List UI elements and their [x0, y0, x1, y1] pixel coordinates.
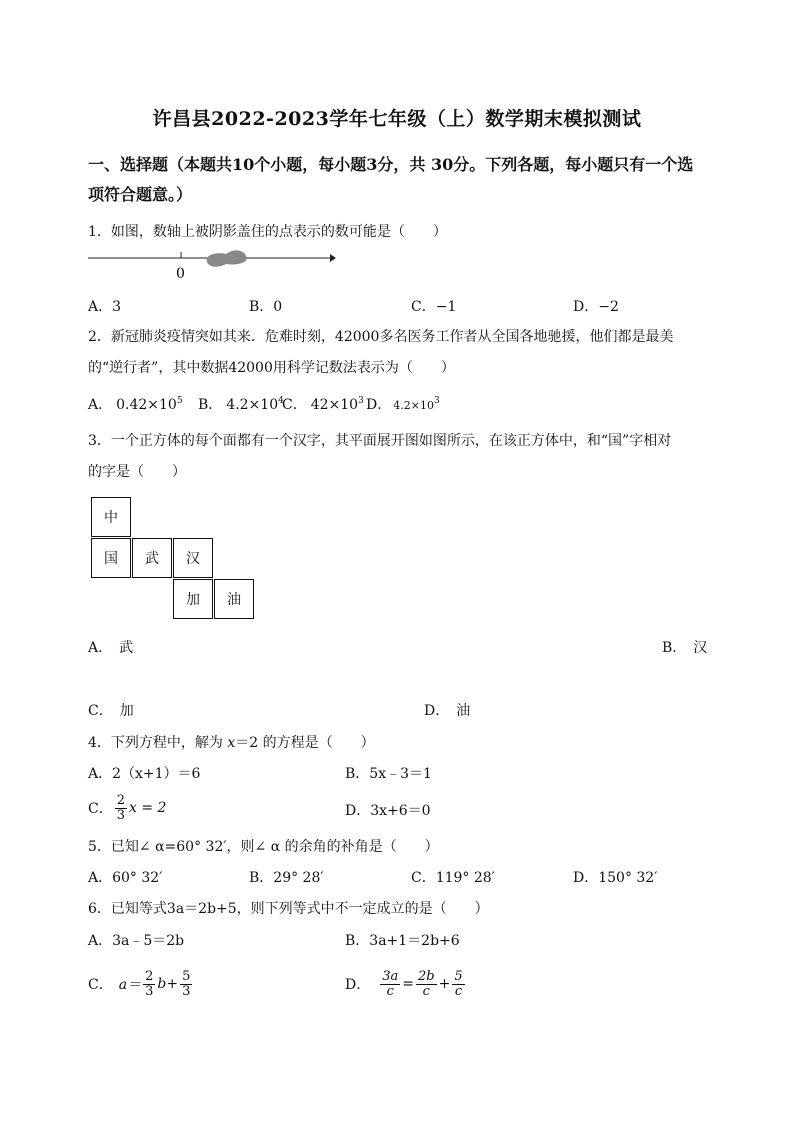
net-cell-r1c2: 武 [132, 538, 172, 578]
q3-option-b: B． 汉 [662, 640, 708, 656]
q6-option-c: C． a＝ $\frac{2}{3}$ b+ $\frac{5}{3}$ [88, 968, 191, 999]
q2-option-b: B． $4.2\times 10^4$ [198, 396, 284, 413]
q2-option-c: C． $42\times 10^3$ [282, 396, 364, 413]
q5-option-a: A．60° 32′ [88, 870, 163, 886]
net-cell-r1c1: 国 [91, 538, 131, 578]
number-line-arrow [330, 254, 336, 262]
question-3-line1: 3．一个正方体的每个面都有一个汉字，其平面展开图如图所示，在该正方体中，和“国”字相对 [88, 433, 672, 449]
q2-option-a: A． $0.42\times 10^5$ [88, 396, 183, 413]
q1-option-a: A．3 [88, 299, 122, 315]
section-header-line1: 一、选择题（本题共10个小题，每小题3分，共 30分。下列各题，每小题只有一个选 [88, 155, 694, 174]
section-header-line2: 项符合题意。） [88, 185, 193, 204]
q1-option-c: C．−1 [411, 299, 457, 315]
q3-option-a: A． 武 [88, 640, 134, 656]
q6-option-a: A．3a﹣5＝2b [88, 933, 185, 949]
q1-option-d: D．−2 [573, 299, 619, 315]
q4-option-c: C． $\frac{2}{3}$ x = 2 [88, 792, 167, 823]
shadow-blob [207, 250, 247, 266]
q3-option-d: D． 油 [424, 703, 471, 719]
q4-option-a: A．2（x+1）＝6 [88, 766, 201, 782]
question-3-line2: 的字是（ ） [88, 464, 186, 480]
q4-option-b: B．5x﹣3＝1 [345, 766, 432, 782]
q5-option-b: B．29° 28′ [249, 870, 324, 886]
q3-option-c: C． 加 [88, 703, 134, 719]
question-5-stem: 5．已知∠ α=60° 32′，则∠ α 的余角的补角是（ ） [88, 839, 439, 855]
net-cell-r2c4: 油 [214, 579, 254, 619]
number-line-figure [86, 244, 338, 284]
q2-option-d: D． $4.2\times 10^3$ [366, 396, 440, 413]
page-title: 许昌县2022-2023学年七年级（上）数学期末模拟测试 [152, 108, 642, 130]
question-1-stem: 1．如图，数轴上被阴影盖住的点表示的数可能是（ ） [88, 224, 447, 240]
question-2-line2: 的“逆行者”，其中数据42000用科学记数法表示为（ ） [88, 360, 455, 376]
net-cell-top: 中 [91, 497, 131, 537]
q5-option-d: D．150° 32′ [573, 870, 658, 886]
net-cell-r2c3: 加 [173, 579, 213, 619]
axis-zero-label: 0 [176, 266, 185, 282]
q6-option-b: B．3a+1＝2b+6 [345, 933, 460, 949]
q1-option-b: B．0 [249, 299, 283, 315]
question-6-stem: 6．已知等式3a＝2b+5，则下列等式中不一定成立的是（ ） [88, 901, 489, 917]
q5-option-c: C．119° 28′ [411, 870, 495, 886]
net-cell-r1c3: 汉 [173, 538, 213, 578]
q6-option-d: D． $\frac{3a}{c}$ = $\frac{2b}{c}$ + $\frac{5}{c}$ [345, 968, 463, 999]
q4-option-d: D．3x+6＝0 [345, 803, 431, 819]
question-4-stem: 4．下列方程中，解为 x＝2 的方程是（ ） [88, 735, 375, 751]
question-2-line1: 2．新冠肺炎疫情突如其来．危难时刻，42000多名医务工作者从全国各地驰援，他们都是最美 [88, 329, 674, 345]
cube-net-figure [91, 497, 261, 621]
